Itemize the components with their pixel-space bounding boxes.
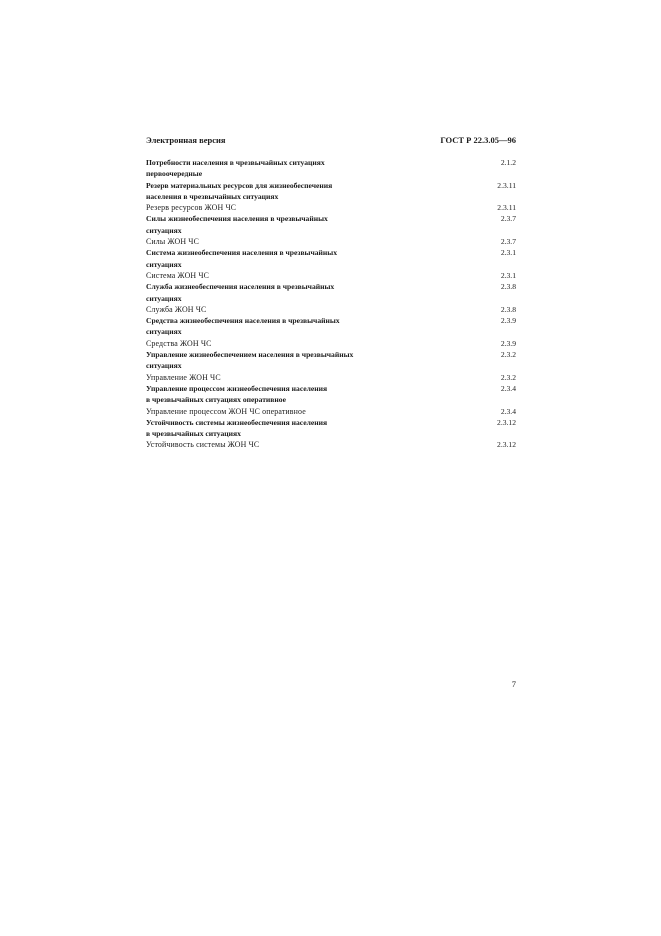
term-abbreviated (146, 439, 411, 450)
version-label: Электронная версия (146, 135, 226, 145)
term-line: Резерв материальных ресурсов для жизнеобеспечения (146, 180, 333, 190)
clause-reference: 2.3.11 (497, 203, 516, 213)
term-full (146, 157, 411, 180)
page-number: 7 (511, 679, 516, 689)
clause-reference: 2.3.9 (500, 316, 516, 326)
term-abbreviated (146, 270, 411, 281)
index-entry (146, 213, 516, 236)
clause-reference: 2.3.12 (497, 417, 516, 427)
index-entry (146, 439, 516, 450)
term-line: ситуациях (146, 293, 182, 303)
term-line: Система ЖОН ЧС (146, 270, 210, 280)
index-entry (146, 417, 516, 440)
clause-reference: 2.3.2 (500, 350, 516, 360)
running-header (146, 135, 516, 147)
clause-reference: 2.3.4 (500, 383, 516, 393)
term-full (146, 247, 411, 270)
term-line: Устойчивость системы жизнеобеспечения населения (146, 417, 328, 427)
term-full (146, 383, 411, 406)
term-abbreviated (146, 236, 411, 247)
term-line: Управление жизнеобеспечением населения в чрезвычайных (146, 350, 354, 360)
term-line: ситуациях (146, 327, 182, 337)
term-line: Резерв ресурсов ЖОН ЧС (146, 203, 237, 213)
term-full (146, 281, 411, 304)
index-entry (146, 338, 516, 349)
index-entry (146, 247, 516, 270)
term-line: Силы жизнеобеспечения населения в чрезвычайных (146, 214, 328, 224)
term-abbreviated (146, 338, 411, 349)
index-entry (146, 349, 516, 372)
term-line: Средства ЖОН ЧС (146, 338, 212, 348)
clause-reference: 2.3.1 (500, 248, 516, 258)
clause-reference: 2.3.2 (500, 372, 516, 382)
term-abbreviated (146, 202, 411, 213)
index-entry (146, 304, 516, 315)
term-line: Система жизнеобеспечения населения в чрезвычайных (146, 248, 338, 258)
index-entry (146, 383, 516, 406)
term-line: Устойчивость системы ЖОН ЧС (146, 440, 260, 450)
term-line: Служба жизнеобеспечения населения в чрезвычайных (146, 282, 335, 292)
term-index (146, 157, 516, 451)
term-full (146, 417, 411, 440)
index-entry (146, 157, 516, 180)
term-full (146, 213, 411, 236)
clause-reference: 2.3.8 (500, 282, 516, 292)
term-line: в чрезвычайных ситуациях оперативное (146, 395, 286, 405)
clause-reference: 2.3.1 (500, 270, 516, 280)
term-full (146, 315, 411, 338)
term-line: Силы ЖОН ЧС (146, 237, 199, 247)
term-abbreviated (146, 372, 411, 383)
index-entry (146, 236, 516, 247)
index-entry (146, 281, 516, 304)
index-entry (146, 315, 516, 338)
clause-reference: 2.3.12 (497, 440, 516, 450)
term-line: ситуациях (146, 225, 182, 235)
index-entry (146, 180, 516, 203)
clause-reference: 2.3.9 (500, 338, 516, 348)
term-abbreviated (146, 304, 411, 315)
term-abbreviated (146, 406, 411, 417)
term-line: в чрезвычайных ситуациях (146, 429, 241, 439)
term-line: первоочередные (146, 169, 203, 179)
index-entry (146, 202, 516, 213)
term-line: Управление процессом ЖОН ЧС оперативное (146, 406, 306, 416)
index-entry (146, 406, 516, 417)
term-full (146, 349, 411, 372)
index-entry (146, 270, 516, 281)
term-full (146, 180, 411, 203)
clause-reference: 2.1.2 (500, 158, 516, 167)
term-line: Управление процессом жизнеобеспечения населения (146, 383, 328, 393)
term-line: ситуациях (146, 361, 182, 371)
term-line: Средства жизнеобеспечения населения в чрезвычайных (146, 316, 340, 326)
standard-number: ГОСТ Р 22.3.05—96 (440, 135, 516, 145)
term-line: Служба ЖОН ЧС (146, 304, 207, 314)
term-line: Управление ЖОН ЧС (146, 372, 221, 382)
term-line: Потребности населения в чрезвычайных ситуациях (146, 158, 325, 167)
clause-reference: 2.3.8 (500, 304, 516, 314)
term-line: ситуациях (146, 259, 182, 269)
clause-reference: 2.3.7 (500, 214, 516, 224)
clause-reference: 2.3.11 (497, 180, 516, 190)
term-line: населения в чрезвычайных ситуациях (146, 191, 279, 201)
clause-reference: 2.3.7 (500, 237, 516, 247)
index-entry (146, 372, 516, 383)
clause-reference: 2.3.4 (500, 406, 516, 416)
